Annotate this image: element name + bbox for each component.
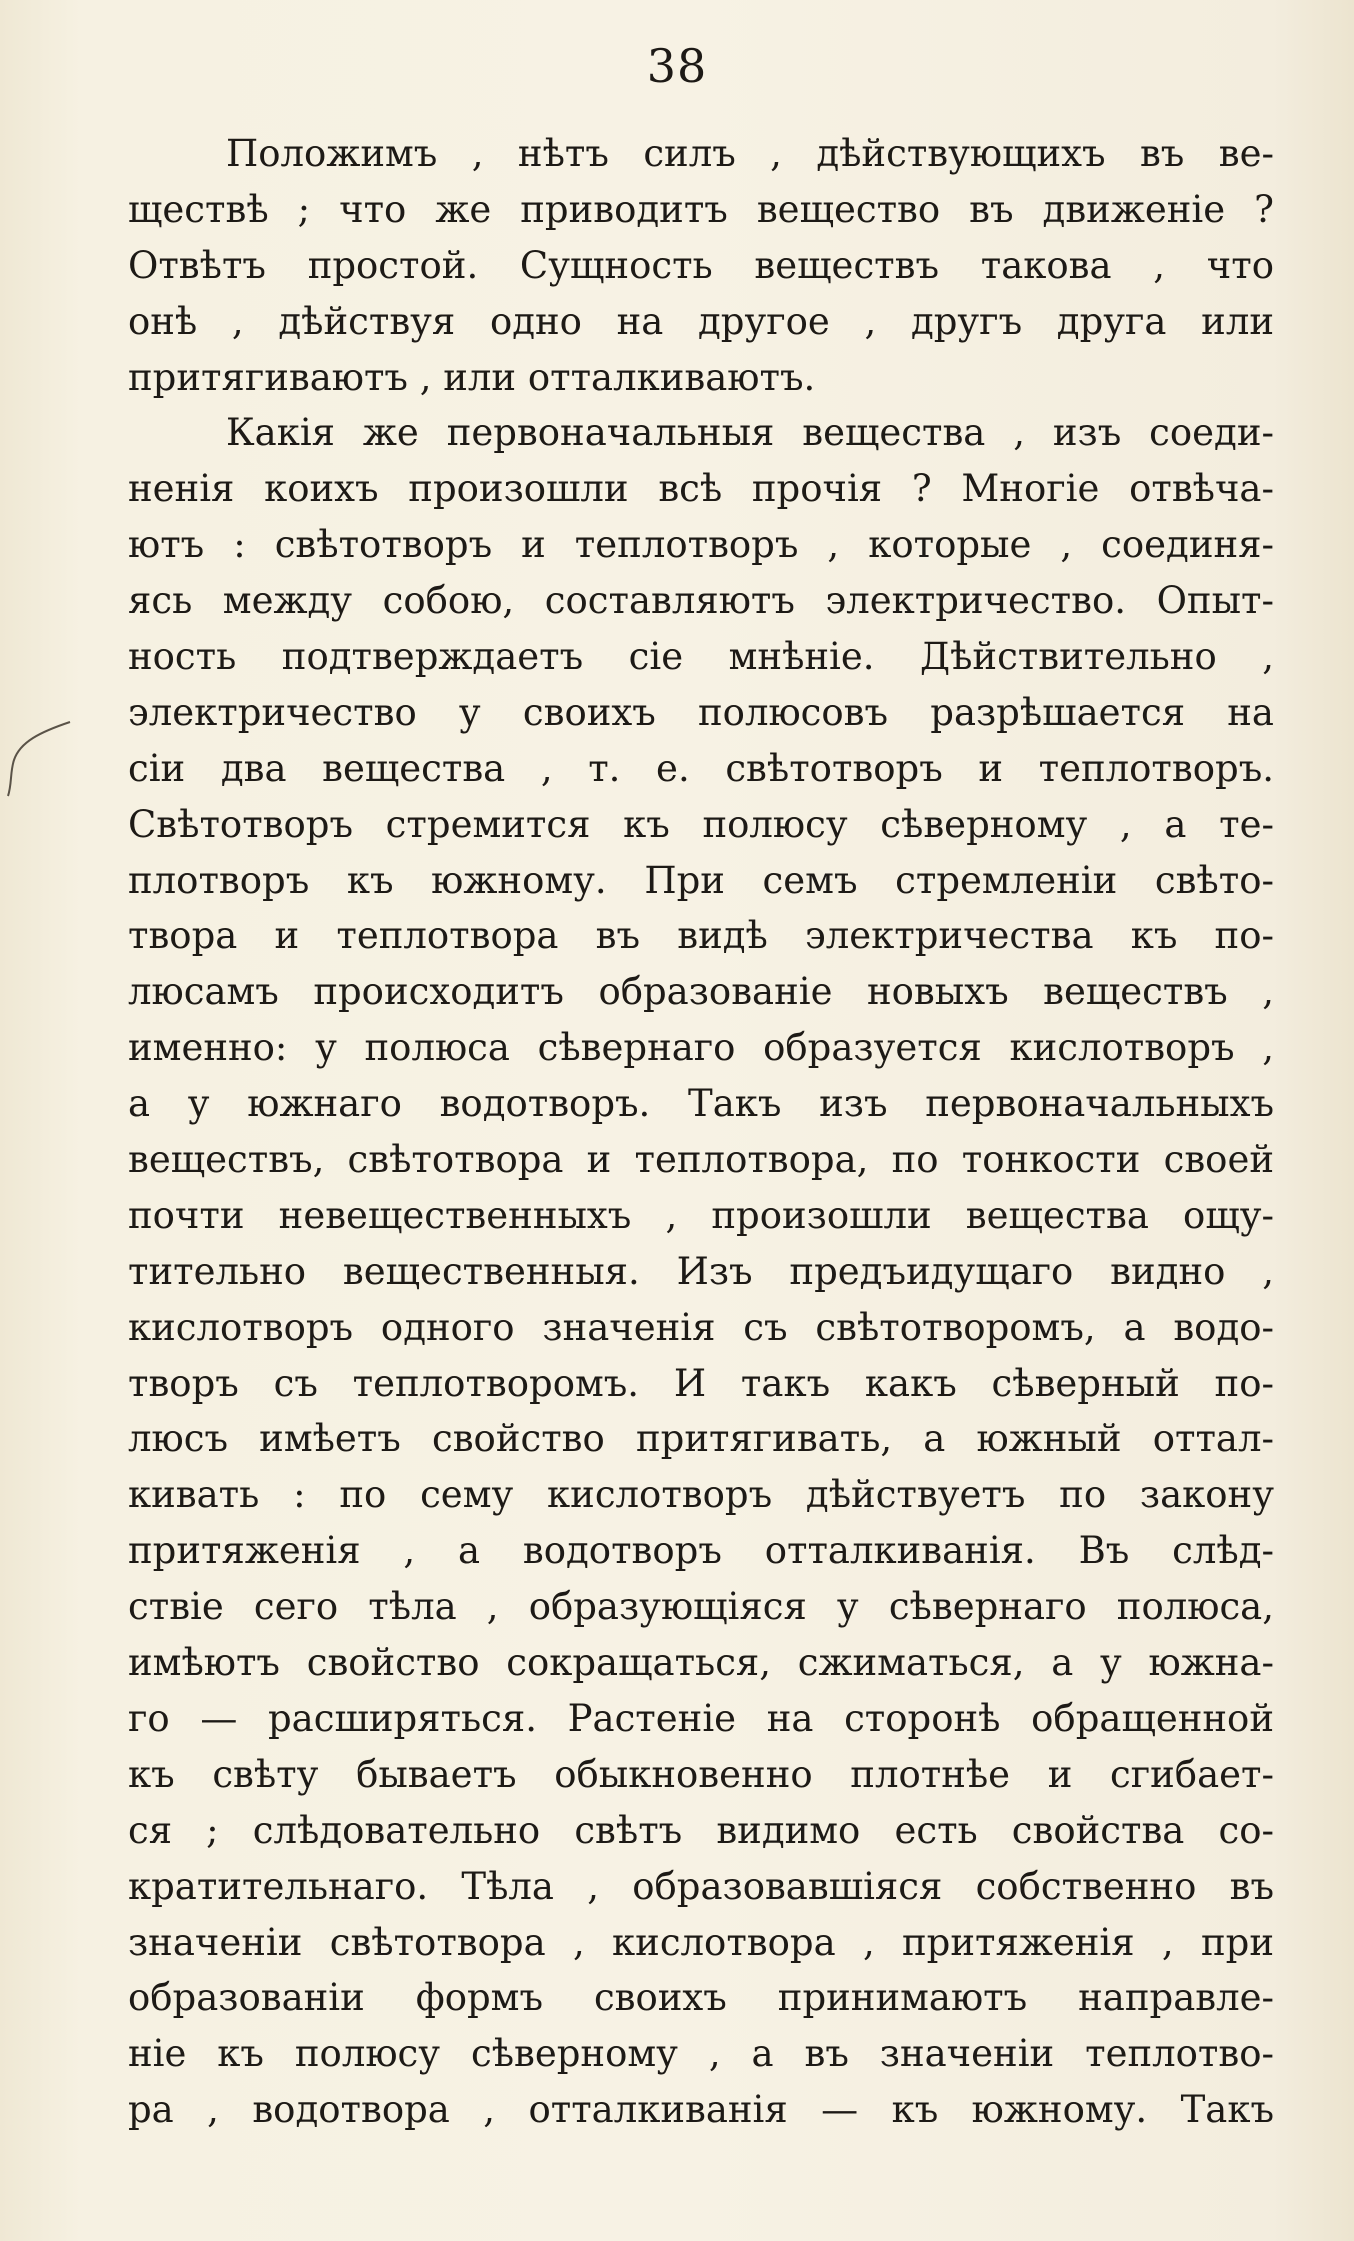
text-line: творъ съ теплотворомъ. И такъ какъ сѣверный по-	[128, 1361, 1274, 1405]
text-line: электричество у своихъ полюсовъ разрѣшается на	[128, 690, 1274, 734]
page-number: 38	[646, 39, 708, 93]
text-line: притяженія , а водотворъ отталкиванія. Въ слѣд-	[128, 1529, 1274, 1573]
text-line: ясь между собою, составляютъ электричество. Опыт-	[128, 579, 1274, 623]
text-line: люсъ имѣетъ свойство притягивать, а южный оттал-	[128, 1417, 1274, 1461]
text-line: кратительнаго. Тѣла , образовавшіяся собственно въ	[128, 1864, 1274, 1908]
text-line: именно: у полюса сѣвернаго образуется кислотворъ ,	[128, 1026, 1274, 1070]
text-line: значеніи свѣтотвора , кислотвора , притяженія , при	[128, 1920, 1274, 1964]
text-line: образованіи формъ своихъ принимаютъ направле-	[128, 1976, 1274, 2020]
text-line: ществѣ ; что же приводитъ вещество въ движеніе ?	[128, 187, 1274, 231]
body-text	[128, 126, 1274, 2138]
text-line: твора и теплотвора въ видѣ электричества къ по-	[128, 914, 1274, 958]
text-line: ра , водотвора , отталкиванія — къ южному. Такъ	[128, 2088, 1274, 2132]
text-line: притягиваютъ , или отталкиваютъ.	[128, 355, 816, 399]
text-line: веществъ, свѣтотвора и теплотвора, по тонкости своей	[128, 1138, 1274, 1182]
text-line: плотворъ къ южному. При семъ стремленіи свѣто-	[128, 858, 1274, 902]
text-line: Положимъ , нѣтъ силъ , дѣйствующихъ въ ве-	[226, 132, 1274, 175]
text-line: ствіе сего тѣла , образующіяся у сѣвернаго полюса,	[128, 1585, 1274, 1629]
margin-pencil-mark	[0, 712, 80, 802]
text-line: ніе къ полюсу сѣверному , а въ значеніи теплотво-	[128, 2032, 1274, 2076]
text-line: ненія коихъ произошли всѣ прочія ? Многіе отвѣча-	[128, 467, 1274, 511]
text-line: почти невещественныхъ , произошли вещества ощу-	[128, 1193, 1274, 1237]
text-line: а у южнаго водотворъ. Такъ изъ первоначальныхъ	[128, 1082, 1274, 1126]
text-line: къ свѣту бываетъ обыкновенно плотнѣе и сгибает-	[128, 1752, 1274, 1796]
text-line: имѣютъ свойство сокращаться, сжиматься, а у южна-	[128, 1641, 1274, 1685]
text-line: ность подтверждаетъ сіе мнѣніе. Дѣйствительно ,	[128, 635, 1274, 679]
text-line: го — расширяться. Растеніе на сторонѣ обращенной	[128, 1696, 1274, 1740]
text-line: ютъ : свѣтотворъ и теплотворъ , которые , соединя-	[128, 523, 1274, 567]
text-line: онѣ , дѣйствуя одно на другое , другъ друга или	[128, 299, 1274, 343]
text-line: Отвѣтъ простой. Сущность веществъ такова , что	[128, 243, 1274, 287]
text-line: тительно вещественныя. Изъ предъидущаго видно ,	[128, 1249, 1274, 1293]
text-line: Свѣтотворъ стремится къ полюсу сѣверному , а те-	[128, 802, 1274, 846]
text-line: кивать : по сему кислотворъ дѣйствуетъ по закону	[128, 1473, 1274, 1517]
text-line: Какія же первоначальныя вещества , изъ соеди-	[226, 411, 1274, 455]
text-line: сіи два вещества , т. е. свѣтотворъ и теплотворъ.	[128, 746, 1274, 790]
text-line: кислотворъ одного значенія съ свѣтотворомъ, а водо-	[128, 1305, 1274, 1349]
text-line: люсамъ происходитъ образованіе новыхъ веществъ ,	[128, 970, 1274, 1014]
text-line: ся ; слѣдовательно свѣтъ видимо есть свойства со-	[128, 1808, 1274, 1852]
